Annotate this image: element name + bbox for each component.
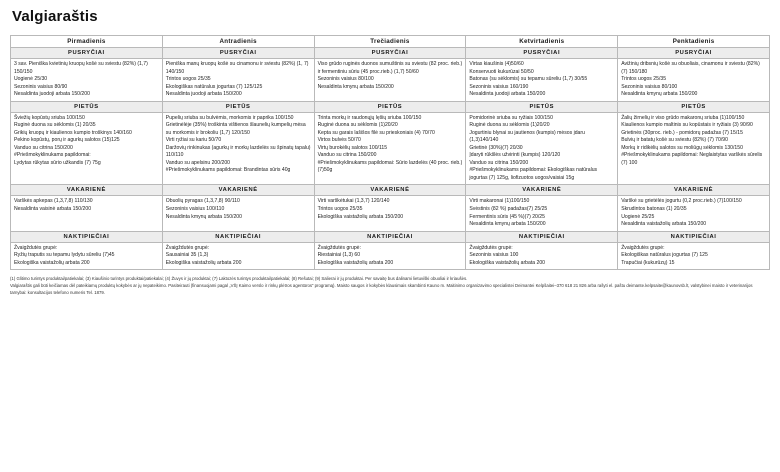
meal-cell [11,196,163,231]
meal-line: Ruginė duona su sėklomis (1)20/20 [469,122,550,129]
meal-line: Bulvių ir batatų košė su sviestu (82%) (7) 70/90 [621,137,728,144]
meal-row-supper [11,242,770,270]
footnotes [10,276,770,296]
day-header-friday: Penktadienis [618,36,770,48]
meal-cell [618,242,770,270]
meal-line: Konservuoti kukurūzai 50/50 [469,68,534,75]
meal-line: Vanduo su apelsinu 200/200 [165,159,230,166]
meal-line: Ekologiška vaistažolių arbata 200 [14,259,90,266]
meal-cell [162,112,314,185]
meal-row-breakfast [11,59,770,102]
section-row-breakfast [11,48,770,59]
meal-line: #Priešmokyklinukams papildomai: Brandintas sūris 40g [165,167,291,174]
section-label-supper-5: NAKTIPIEČIAI [618,231,770,242]
meal-line: Sezoninis vaisius 160/190 [469,83,529,90]
section-row-supper [11,231,770,242]
section-label-supper-4: NAKTIPIEČIAI [466,231,618,242]
section-label-breakfast-2: PUSRYČIAI [162,48,314,59]
meal-line: Nesaldinta kmynų arbata 150/200 [317,83,394,90]
meal-line: Pekino kopūstų, porų ir agurkų salotos (15)125 [14,137,120,144]
meal-cell [466,242,618,270]
meal-line: Ruginė duona su sėklomis (1) 20/35 [14,122,96,129]
meal-line: Pieniška manų kruopų košė su cinamonu ir sviestu (82%) (1, 7) 140/150 [165,61,309,75]
meal-line: Virtų burokėlių salotos 100/115 [317,144,388,151]
section-label-lunch-3: PIETŪS [314,101,466,112]
meal-cell [618,59,770,102]
meal-line: Virti makaronai (1)100/150 [469,198,530,205]
meal-line: Daržovių rinkinukas (agurkų ir morkų lazdelės su špinatų tapalu) 110/110 [165,144,311,159]
meal-line: Žvaigždutės grupė: [165,244,210,251]
meal-line: Ekologiška vaistažolių arbata 150/200 [317,213,404,220]
meal-cell [314,196,466,231]
meal-line: Varškė su grietėlės jogurtu (0,2 proc.rieb.) (7)100/150 [621,198,742,205]
meal-line: Kepta su garais lašišos filė su prieskoniais (4) 70/70 [317,129,435,136]
meal-line: Nesaldinta juodoji arbata 150/200 [14,91,90,98]
meal-line: Sezoninis vaisius 80/100 [317,76,374,83]
meal-line: #Priešmokyklinukams papildomai: Sūrio lazdelės (40 proc. rieb.) (7)50g [317,159,463,174]
meal-line: Žalių žirnelių ir viso grūdo makaronų sriuba (1)100/150 [621,114,745,121]
section-label-breakfast-5: PUSRYČIAI [618,48,770,59]
meal-cell [618,196,770,231]
meal-line: Ruginė duona su sėklomis (1)20/20 [317,122,398,129]
meal-line: Nesaldinta juodoji arbata 150/200 [165,91,242,98]
section-label-dinner-4: VAKARIENĖ [466,185,618,196]
section-row-lunch [11,101,770,112]
section-label-supper-2: NAKTIPIEČIAI [162,231,314,242]
meal-cell [466,59,618,102]
meal-line: Fermentinis sūris (45 %)(7) 20/25 [469,213,545,220]
meal-line: #Priešmokyklinukams papildomai: Neglaistytas varškės sūrelis (7) 100 [621,152,763,166]
meal-line: Įdaryti rūkšlės užvirinti (kumpis) 120/120 [469,152,561,159]
meal-cell [11,242,163,270]
meal-line: Vanduo su citrina 150/200 [317,152,377,159]
meal-line: Obuolių pyragas (1,3,7,8) 90/110 [165,198,240,205]
meal-line: Nesaldinta kmynų arbata 150/200 [621,91,698,98]
meal-line: Varškės apkepas (1,3,7,8) 110/130 [14,198,93,205]
section-label-dinner-5: VAKARIENĖ [618,185,770,196]
meal-line: Kiaulienos kumpio maltinis su kopūstais ir ryžiais (3) 90/90 [621,122,753,129]
section-row-dinner [11,185,770,196]
footnote-allergens: (1) Glitimo turintys produktai/patiekalai; (3) Kiaušinio turintys produktai/patiekalai; (4) Žuvys ir jų produktai; (7) Laktozės turintys produktai/patiekalai; (8) Rešutai; (9) Salierai ir jų produktai. Per savaitę bus dalinami lietuviški obuoliai ir kriaušės. [10,276,468,282]
meal-line: Virti ryžiai su kariu 50/70 [165,137,222,144]
meal-line: Viso grūdo ruginės duonos sumuštinis su sviestu (82 proc. rieb.) ir fermentiniu sūriu (45 proc.rieb.) (1,7) 50/60 [317,61,463,75]
meal-line: #Priešmokyklinukams papildomai: [14,152,91,159]
page-title: Valgiaraštis [12,8,98,25]
meal-line: Grikių kruopų ir kiaulienos kumpio troškinys 140/160 [14,129,132,136]
meal-line: Nesaldinta kmynų arbata 150/200 [469,221,546,228]
meal-line: Pupelių sriuba su bulvėmis, morkomis ir paprika 100/150 [165,114,294,121]
meal-cell [11,112,163,185]
meal-line: Pomidorinė sriuba su ryžiais 100/150 [469,114,553,121]
meal-line: Ekologiškas natūralus jogurtas (7) 125/125 [165,83,263,90]
section-label-lunch-1: PIETŪS [11,101,163,112]
section-label-breakfast-3: PUSRYČIAI [314,48,466,59]
meal-line: Vanduo su citrina 150/200 [14,144,73,151]
section-label-dinner-3: VAKARIENĖ [314,185,466,196]
meal-cell [162,59,314,102]
meal-cell [162,242,314,270]
section-label-dinner-2: VAKARIENĖ [162,185,314,196]
section-label-supper-3: NAKTIPIEČIAI [314,231,466,242]
meal-line: Sezoninis vaisius 100/110 [165,205,225,212]
meal-line: Žvaigždutės grupė: [317,244,361,251]
meal-cell [11,59,163,102]
meal-cell [466,196,618,231]
meal-line: Jogurtiniu blynai su jautienos (kumpis) mėsos įdaru (1,3)140/140 [469,129,585,144]
meal-line: Vanduo su citrina 150/200 [469,159,529,166]
meal-line: Ekologiška vaistažolių arbata 200 [469,259,545,266]
meal-line: Lydytas rūkytas sūrio užkandis (7) 75g [14,159,101,166]
meal-line: Sezoninis vaisius 80/100 [621,83,678,90]
meal-cell [618,112,770,185]
meal-cell [466,112,618,185]
section-label-dinner-1: VAKARIENĖ [11,185,163,196]
meal-line: Nesaldinta vaistažolių arbata 150/200 [621,221,707,228]
table-header-row [11,36,770,48]
meal-line: Žvaigždutės grupė: [14,244,58,251]
day-header-monday: Pirmadienis [11,36,163,48]
section-label-lunch-2: PIETŪS [162,101,314,112]
meal-line: Uogienė 25/25 [621,213,655,220]
section-label-lunch-5: PIETŪS [618,101,770,112]
meal-line: Ekologiška vaistažolių arbata 200 [165,259,242,266]
meal-line: Ekologiška vaistažolių arbata 200 [317,259,394,266]
meal-line: Virtas kiaušinis (4)50/60 [469,61,524,67]
meal-line: Trintos uogos 25/35 [621,76,667,83]
meal-line: Nesaldinta vaisinė arbata 150/200 [14,205,92,212]
meal-cell [162,196,314,231]
meal-line: Sausainiai 35 (1,3) [165,252,209,259]
day-header-tuesday: Antradienis [162,36,314,48]
meal-line: Trinta morkų ir raudonųjų lęšių sriuba 100/150 [317,114,422,121]
meal-line: Trintos uogos 25/35 [165,76,211,83]
meal-cell [314,59,466,102]
meal-line: Ekologiškas natūralus jogurtas (7) 125 [621,252,708,259]
meal-line: Sezoninis vaisius 100 [469,252,519,259]
meal-line: Grietinėlėje (35%) troškinta vištienos šlaunelių kumpelių mėsa su morkomis ir brokoliu (1,7) 120/150 [165,122,306,136]
meal-line: Virtos bulvės 50/70 [317,137,361,144]
meal-line: Nesaldinta juodoji arbata 150/200 [469,91,546,98]
meal-line: Žvaigždutės grupė: [469,244,513,251]
meal-line: Svėstinis (82 %) padažas(7) 25/25 [469,205,548,212]
meal-line: Trintos uogos 25/35 [317,205,363,212]
weekly-menu-table [10,35,770,270]
meal-line: Ryžių traputis su tepamu lydytu sūreliu (7)45 [14,252,115,259]
meal-line: Virti varškėtukai (1,3,7) 120/140 [317,198,390,205]
meal-line: Grietinės (30proc. rieb.) - pomidorų padažas (7) 15/15 [621,129,743,136]
meal-line: #Priešmokyklinukams papildomai: Ekologiškas natūralus jogurtas (7) 125g, liofizuotos uogos/vaisiai 15g [469,167,598,181]
meal-line: Žvaigždutės grupė: [621,244,665,251]
day-header-thursday: Ketvirtadienis [466,36,618,48]
meal-line: 3 sav. Pieniška kvietinių kruopų košė su sviestu (82%) (1,7) 150/150 [14,61,148,75]
meal-line: Trapučiai (kukurūzų) 15 [621,259,675,266]
meal-cell [314,242,466,270]
section-label-breakfast-4: PUSRYČIAI [466,48,618,59]
meal-line: Šviežių kopūstų sriuba 100/150 [14,114,85,121]
meal-line: Avižinių dribsnių košė su obuoliais, cinamonu ir sviestu (82%) (7) 150/180 [621,61,760,75]
day-header-wednesday: Trečiadienis [314,36,466,48]
meal-line: Batonas (su sėklomis) su tepamu sūreliu (1,7) 30/55 [469,76,588,83]
meal-line: Nesaldinta kmynų arbata 150/200 [165,213,242,220]
meal-line: Uogienė 25/30 [14,76,48,83]
meal-row-dinner [11,196,770,231]
section-label-lunch-4: PIETŪS [466,101,618,112]
meal-row-lunch [11,112,770,185]
section-label-breakfast-1: PUSRYČIAI [11,48,163,59]
meal-line: Morkų ir ridikėlių salotos su moliūgų sėklomis 130/150 [621,144,743,151]
meal-line: Sezoninis vaisius 80/90 [14,83,68,90]
meal-line: Skrudintos batonas (1) 20/35 [621,205,687,212]
footnote-contacts: Valgiaraštis gali būti keičiamas dėl pateikiamų produktų kokybės ar jų nepateikimo. Pasiteirauti (finansuojami pagal „VŠĮ Kaimo verslo ir rinkų plėtros agentūros“ programą). Maisto saugos ir kokybės klausimais skambinti Kauno m. Maitinimo organizavimo specialistei Deimantei Kelpšaitei–370 618 21 826 arba rašyti el. paštu deimante.kelpsaite@kaunovsb.lt, valstybinei maisto ir veterinarijos tarnybai: konsultacijos telefono numeris Tel. 1879. [10,283,753,295]
section-label-supper-1: NAKTIPIEČIAI [11,231,163,242]
meal-cell [314,112,466,185]
meal-line: Grietinė (30%)(7) 20/30 [469,144,523,151]
meal-line: Riestainiai (1,3) 60 [317,252,361,259]
